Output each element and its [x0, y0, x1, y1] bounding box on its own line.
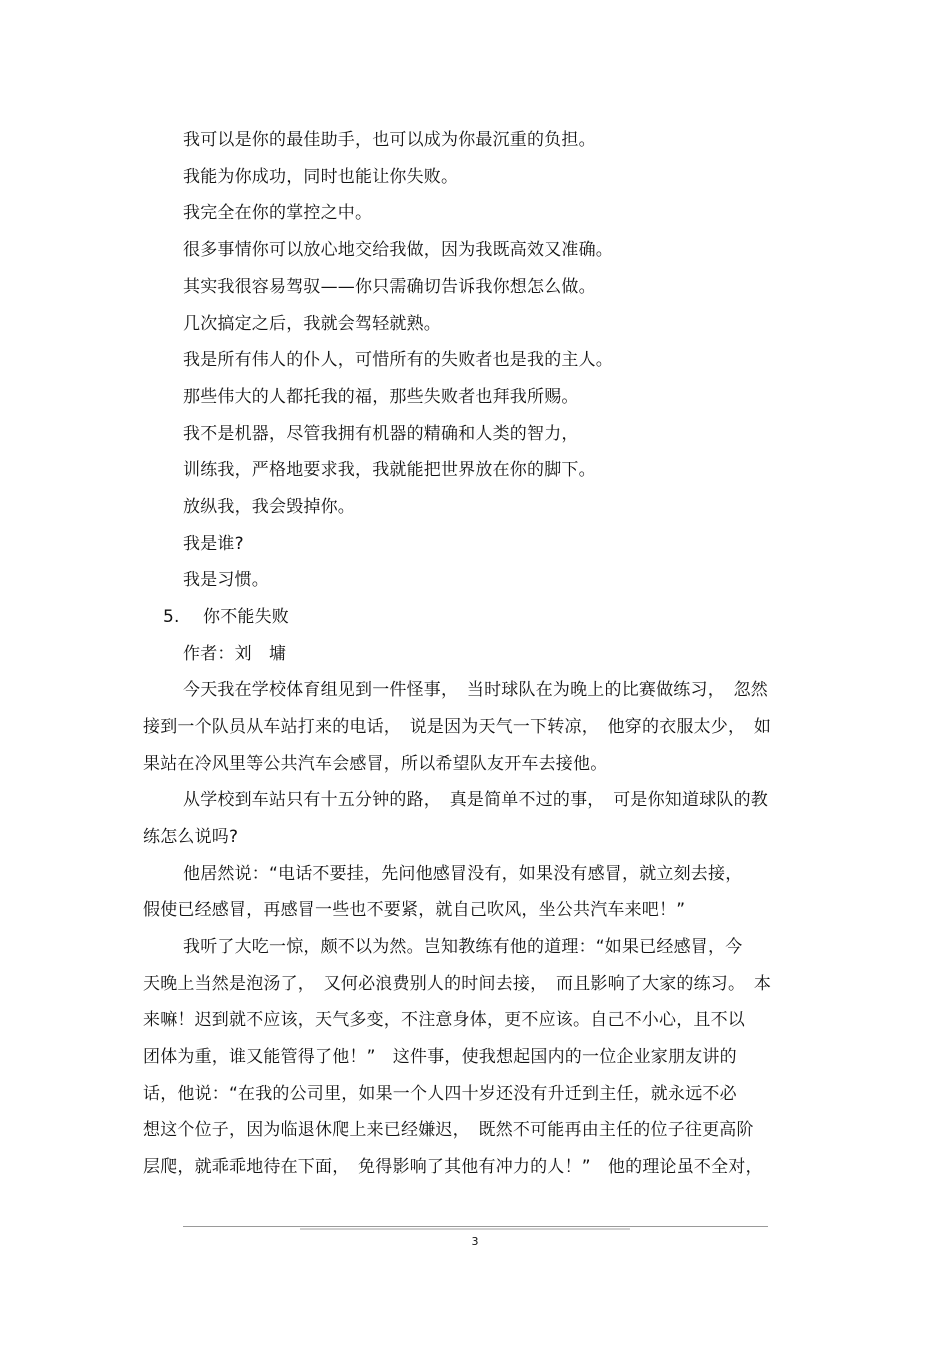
article-line: 今天我在学校体育组见到一件怪事， 当时球队在为晚上的比赛做练习， 忽然	[183, 680, 768, 700]
section-number: 5.	[163, 607, 180, 627]
poem-line: 那些伟大的人都托我的福，那些失败者也拜我所赐。	[183, 387, 579, 407]
article-line: 团体为重，谁又能管得了他！” 这件事，使我想起国内的一位企业家朋友讲的	[143, 1047, 737, 1067]
footer-divider	[183, 1226, 768, 1227]
article-line: 来嘛！迟到就不应该，天气多变，不注意身体，更不应该。自己不小心，且不以	[143, 1010, 745, 1030]
poem-line: 训练我，严格地要求我，我就能把世界放在你的脚下。	[183, 460, 596, 480]
article-line: 练怎么说吗?	[143, 827, 239, 847]
poem-line: 放纵我，我会毁掉你。	[183, 497, 355, 517]
article-line: 他居然说：“电话不要挂，先问他感冒没有，如果没有感冒，就立刻去接，	[183, 864, 743, 884]
poem-line: 我能为你成功，同时也能让你失败。	[183, 167, 459, 187]
article-line: 假使已经感冒，再感冒一些也不要紧，就自己吹风，坐公共汽车来吧！”	[143, 900, 686, 920]
article-line: 话，他说：“在我的公司里，如果一个人四十岁还没有升迁到主任，就永远不必	[143, 1084, 737, 1104]
poem-line: 我完全在你的掌控之中。	[183, 203, 373, 223]
footer-divider-shadow	[300, 1228, 630, 1230]
article-line: 接到一个队员从车站打来的电话， 说是因为天气一下转凉， 他穿的衣服太少， 如	[143, 717, 772, 737]
page-number: 3	[471, 1235, 479, 1248]
poem-line: 我是习惯。	[183, 570, 269, 590]
article-line: 层爬，就乖乖地待在下面， 免得影响了其他有冲力的人！” 他的理论虽不全对，	[143, 1157, 763, 1177]
poem-line: 其实我很容易驾驭——你只需确切告诉我你想怎么做。	[183, 277, 596, 297]
author-line: 作者：刘 墉	[183, 644, 287, 664]
article-line: 天晚上当然是泡汤了， 又何必浪费别人的时间去接， 而且影响了大家的练习。 本	[143, 974, 772, 994]
poem-line: 几次搞定之后，我就会驾轻就熟。	[183, 314, 441, 334]
article-line: 果站在冷风里等公共汽车会感冒，所以希望队友开车去接他。	[143, 754, 608, 774]
poem-line: 我可以是你的最佳助手，也可以成为你最沉重的负担。	[183, 130, 596, 150]
poem-line: 我是谁?	[183, 534, 244, 554]
section-title: 你不能失败	[203, 607, 289, 627]
poem-line: 我不是机器，尽管我拥有机器的精确和人类的智力，	[183, 424, 579, 444]
article-line: 我听了大吃一惊，颇不以为然。岂知教练有他的道理：“如果已经感冒，今	[183, 937, 743, 957]
article-line: 从学校到车站只有十五分钟的路， 真是简单不过的事， 可是你知道球队的教	[183, 790, 768, 810]
poem-line: 我是所有伟人的仆人，可惜所有的失败者也是我的主人。	[183, 350, 613, 370]
article-line: 想这个位子，因为临退休爬上来已经嫌迟， 既然不可能再由主任的位子往更高阶	[143, 1120, 754, 1140]
poem-line: 很多事情你可以放心地交给我做，因为我既高效又准确。	[183, 240, 613, 260]
